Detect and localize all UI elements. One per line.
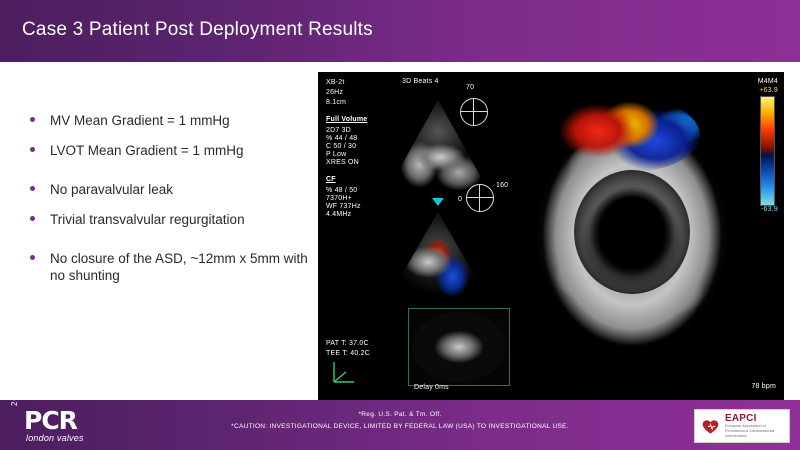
spacer: [22, 129, 312, 142]
orientation-axes-icon: [330, 356, 364, 386]
list-item: [22, 250, 312, 284]
bullet-list: [22, 112, 312, 284]
bullet-dot-icon: [30, 117, 35, 122]
echo-probe-label: XB-2t: [326, 79, 345, 86]
echo-full-volume-title: Full Volume: [326, 116, 368, 123]
bullet-dot-icon: [30, 255, 35, 260]
echo-marker-arrow-icon: [432, 198, 444, 206]
bullet-text: No paravalvular leak: [50, 182, 174, 197]
list-item: [22, 181, 312, 198]
echo-color-flow-jet: [554, 96, 700, 172]
echo-cf-line-4: 4.4MHz: [326, 211, 352, 218]
bullet-text: No closure of the ASD, ~12mm x 5mm with no shunting: [50, 251, 308, 283]
echo-tee-temp: TEE T: 40.2C: [326, 350, 370, 357]
echo-angle-right: 160: [496, 182, 509, 189]
rotation-dial-icon: [466, 184, 494, 212]
echo-color-scale: [760, 96, 775, 206]
list-item: [22, 112, 312, 129]
bullet-text: Trivial transvalvular regurgitation: [50, 212, 245, 227]
bullet-dot-icon: [30, 216, 35, 221]
echocardiogram-image: [318, 72, 784, 400]
echo-colorbar-label: M4M4: [757, 78, 778, 85]
footer-line-1: *Reg. U.S. Pat. & Tm. Off.: [358, 411, 442, 418]
eapci-logo: [694, 409, 790, 443]
bullet-dot-icon: [30, 147, 35, 152]
bullet-dot-icon: [30, 186, 35, 191]
bullet-text: LVOT Mean Gradient = 1 mmHg: [50, 143, 244, 158]
rotation-dial-icon: [460, 98, 488, 126]
eapci-subtitle: European Association of Percutaneous Cardiovascular Interventions: [725, 424, 775, 438]
echo-cf-line-3: WF 737Hz: [326, 203, 361, 210]
echo-cf-line-1: % 48 / 50: [326, 187, 358, 194]
pcr-year-label: 2022: [10, 384, 19, 406]
list-item: [22, 142, 312, 159]
echo-heart-rate: 78 bpm: [751, 383, 776, 391]
echo-beats-label: 3D Beats 4: [402, 78, 439, 85]
echo-color-doppler-view: [378, 212, 498, 316]
echo-full-volume-line-3: C 50 / 30: [326, 143, 357, 150]
eapci-name: EAPCI: [725, 413, 757, 424]
echo-full-volume-line-1: 2D7 3D: [326, 127, 351, 134]
footer-line-2: *CAUTION: INVESTIGATIONAL DEVICE, LIMITED BY FEDERAL LAW (USA) TO INVESTIGATIONAL USE.: [231, 423, 569, 430]
echo-thumbnail-view[interactable]: [408, 308, 510, 386]
spacer: [22, 228, 312, 250]
echo-cf-line-2: 7370H+: [326, 195, 352, 202]
slide-header: [0, 0, 800, 62]
echo-valve-orifice: [574, 170, 690, 294]
pcr-london-valves-logo: [8, 384, 132, 446]
echo-frequency-label: 26Hz: [326, 89, 344, 96]
echo-full-volume-line-5: XRES ON: [326, 159, 359, 166]
heart-icon: [701, 417, 720, 436]
list-item: [22, 211, 312, 228]
echo-depth-label: 8.1cm: [326, 99, 347, 106]
echo-colorbar-max: +63.9: [759, 87, 778, 94]
spacer: [22, 198, 312, 211]
echo-angle-left: 0: [458, 196, 463, 203]
echo-cf-title: CF: [326, 176, 336, 183]
echo-full-volume-line-2: % 44 / 48: [326, 135, 358, 142]
spacer: [22, 159, 312, 181]
pcr-wordmark: PCR: [24, 406, 77, 435]
page-title: Case 3 Patient Post Deployment Results: [22, 19, 373, 40]
bullet-text: MV Mean Gradient = 1 mmHg: [50, 113, 230, 128]
echo-full-volume-line-4: P Low: [326, 151, 347, 158]
echo-colorbar-min: -63.9: [761, 206, 778, 213]
pcr-subtitle: london valves: [26, 433, 84, 443]
echo-patient-temp: PAT T: 37.0C: [326, 340, 369, 347]
echo-delay-label: Delay 0ms: [414, 384, 449, 391]
echo-angle-top: 70: [466, 84, 475, 91]
